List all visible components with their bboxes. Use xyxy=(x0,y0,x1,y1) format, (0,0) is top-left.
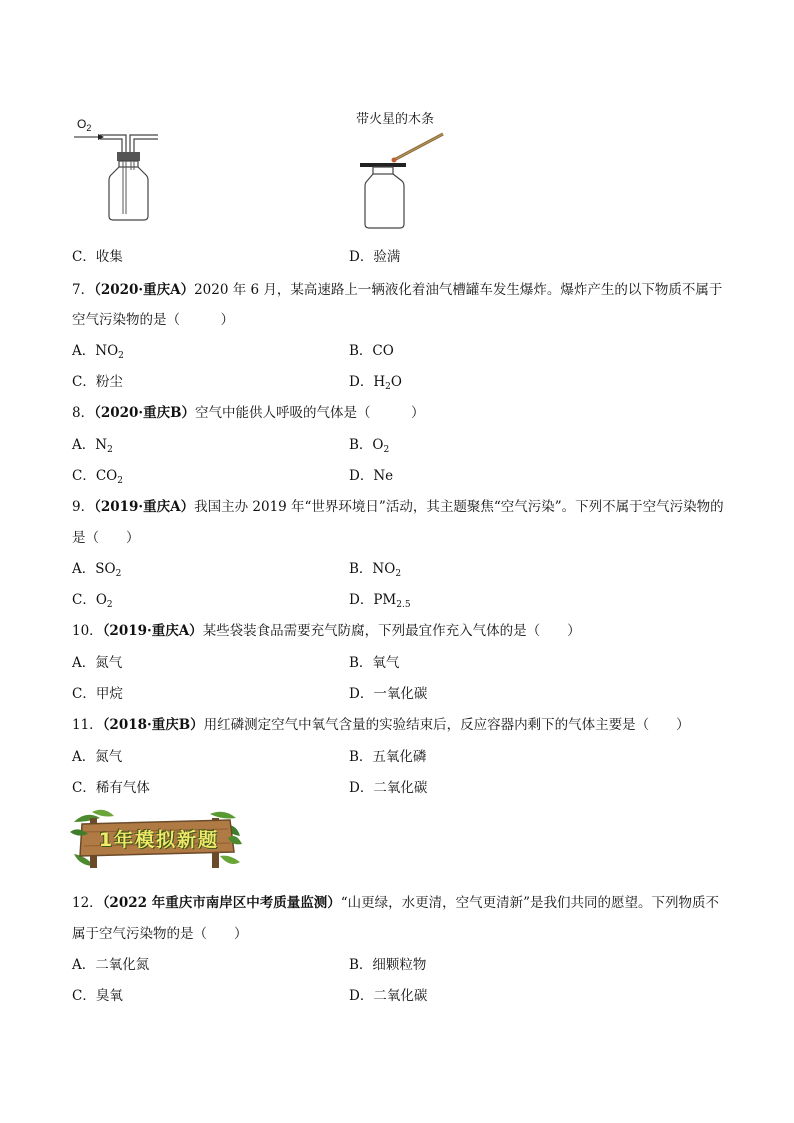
question-8-line-1 xyxy=(72,404,425,422)
option-c: C．甲烷 xyxy=(72,686,123,702)
question-7-line-2: 空气污染物的是（ ） xyxy=(72,312,234,328)
figure-caption-d: D．验满 xyxy=(349,249,401,265)
option-d: D．Ne xyxy=(349,468,394,484)
question-source: （2019·重庆A） xyxy=(94,499,195,515)
question-text: 某些袋装食品需要充气防腐，下列最宜作充入气体的是（ ） xyxy=(202,623,581,639)
gas-bottle-icon xyxy=(70,112,180,224)
section-banner xyxy=(70,808,242,870)
question-source: （2018·重庆B） xyxy=(102,717,204,733)
option-c: C．稀有气体 xyxy=(72,780,150,796)
option-b: B．氧气 xyxy=(349,655,400,671)
question-number: 8． xyxy=(72,405,95,421)
question-12-line-1 xyxy=(72,894,719,912)
option-c: C．$CO_2$ xyxy=(72,468,123,486)
question-text: 2020 年 6 月，某高速路上一辆液化着油气槽罐车发生爆炸。爆炸产生的以下物质不属于 xyxy=(194,282,723,298)
question-source: （2022 年重庆市南岸区中考质量监测） xyxy=(102,895,341,911)
option-d: D．二氧化碳 xyxy=(349,780,428,796)
option-d: D．$PM_{2.5}$ xyxy=(349,592,411,610)
question-7-line-1 xyxy=(72,281,722,299)
option-d: D．二氧化碳 xyxy=(349,988,428,1004)
option-a: A．$SO_2$ xyxy=(72,561,122,579)
question-source: （2020·重庆A） xyxy=(94,282,195,298)
question-9-line-2: 是（ ） xyxy=(72,530,140,546)
question-9-line-1 xyxy=(72,498,724,516)
gas-label: $O_2$ xyxy=(77,117,92,133)
splint-bottle-icon xyxy=(352,106,472,232)
option-d: D．$H_2O$ xyxy=(349,374,402,392)
option-b: B．$O_2$ xyxy=(349,437,390,455)
option-a: A．$N_2$ xyxy=(72,437,113,455)
question-12-line-2: 属于空气污染物的是（ ） xyxy=(72,926,248,942)
question-10-line-1 xyxy=(72,622,581,640)
option-b: B．CO xyxy=(349,343,394,359)
question-number: 12． xyxy=(72,895,103,911)
option-b: B．$NO_2$ xyxy=(349,561,402,579)
question-text: 用红磷测定空气中氧气含量的实验结束后，反应容器内剩下的气体主要是（ ） xyxy=(203,717,690,733)
figure-caption-c: C．收集 xyxy=(72,249,123,265)
question-11-line-1 xyxy=(72,716,690,734)
splint-caption: 带火星的木条 xyxy=(356,112,435,127)
option-b: B．细颗粒物 xyxy=(349,957,427,973)
question-number: 11． xyxy=(72,717,103,733)
gas-collection-figure xyxy=(70,112,180,224)
option-c: C．粉尘 xyxy=(72,374,123,390)
option-d: D．一氧化碳 xyxy=(349,686,428,702)
banner-text: 1年模拟新题 xyxy=(98,829,220,851)
option-b: B．五氧化磷 xyxy=(349,749,427,765)
option-c: C．臭氧 xyxy=(72,988,123,1004)
question-text: 我国主办 2019 年“世界环境日”活动，其主题聚焦“空气污染”。下列不属于空气污染物的 xyxy=(194,499,724,515)
question-number: 7． xyxy=(72,282,95,298)
option-c: C．$O_2$ xyxy=(72,592,113,610)
question-source: （2019·重庆A） xyxy=(102,623,203,639)
question-number: 10． xyxy=(72,623,103,639)
option-a: A．$NO_2$ xyxy=(72,343,124,361)
option-a: A．氮气 xyxy=(72,655,123,671)
option-a: A．氮气 xyxy=(72,749,123,765)
question-source: （2020·重庆B） xyxy=(94,405,196,421)
question-text: 空气中能供人呼吸的气体是（ ） xyxy=(195,405,425,421)
question-number: 9． xyxy=(72,499,95,515)
glowing-splint-figure xyxy=(352,106,472,232)
question-text: “山更绿，水更清，空气更清新”是我们共同的愿望。下列物质不 xyxy=(340,895,720,911)
option-a: A．二氧化氮 xyxy=(72,957,150,973)
